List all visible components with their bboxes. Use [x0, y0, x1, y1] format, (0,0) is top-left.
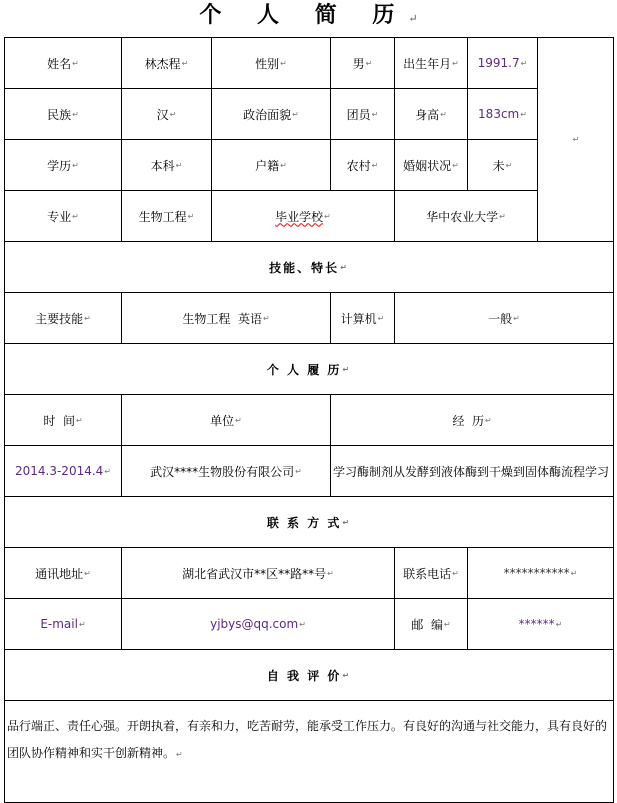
ethnicity-value: 汉 ↵ [121, 88, 212, 140]
major-value: 生物工程 ↵ [121, 190, 212, 242]
birth-label: 出生年月 ↵ [394, 37, 468, 89]
address-value: 湖北省武汉市**区**路**号 ↵ [121, 547, 395, 599]
evaluation-text: 品行端正、责任心强。开朗执着，有亲和力，吃苦耐劳，能承受工作压力。有良好的沟通与社交能力，具有良好的团队协作精神和实干创新精神。↵ [4, 700, 614, 803]
email-value[interactable]: yjbys@qq.com ↵ [121, 598, 395, 650]
phone-value: *********** ↵ [467, 547, 614, 599]
ethnicity-label: 民族 ↵ [4, 88, 122, 140]
height-label: 身高 ↵ [394, 88, 468, 140]
education-value: 本科 ↵ [121, 139, 212, 191]
name-value: 林杰程 ↵ [121, 37, 212, 89]
hukou-label: 户籍 ↵ [211, 139, 331, 191]
history-row-org: 武汉****生物股份有限公司 ↵ [121, 445, 331, 497]
political-value: 团员 ↵ [330, 88, 395, 140]
school-label: 毕业学校 ↵ [211, 190, 395, 242]
skills-header: 技能、特长 ↵ [4, 241, 614, 293]
computer-value: 一般 ↵ [394, 292, 614, 344]
height-value: 183cm ↵ [467, 88, 538, 140]
zip-value: ****** ↵ [467, 598, 614, 650]
history-row-time: 2014.3-2014.4 ↵ [4, 445, 122, 497]
history-time-label: 时 间 ↵ [4, 394, 122, 446]
main-skill-value: 生物工程 英语 ↵ [121, 292, 331, 344]
page-title: 个 人 简 历↵ [199, 2, 418, 28]
marital-value: 未 ↵ [467, 139, 538, 191]
email-label: E-mail ↵ [4, 598, 122, 650]
political-label: 政治面貌 ↵ [211, 88, 331, 140]
photo-cell: ↵ [537, 37, 614, 242]
hukou-value: 农村 ↵ [330, 139, 395, 191]
education-label: 学历 ↵ [4, 139, 122, 191]
computer-label: 计算机 ↵ [330, 292, 395, 344]
major-label: 专业 ↵ [4, 190, 122, 242]
address-label: 通讯地址 ↵ [4, 547, 122, 599]
gender-value: 男 ↵ [330, 37, 395, 89]
name-label: 姓名 ↵ [4, 37, 122, 89]
main-skill-label: 主要技能 ↵ [4, 292, 122, 344]
history-org-label: 单位 ↵ [121, 394, 331, 446]
history-row-exp: 学习酶制剂从发酵到液体酶到干燥到固体酶流程学习 [330, 445, 614, 497]
history-exp-label: 经 历 ↵ [330, 394, 614, 446]
school-value: 华中农业大学 ↵ [394, 190, 538, 242]
evaluation-header: 自 我 评 价 ↵ [4, 649, 614, 701]
marital-label: 婚姻状况 ↵ [394, 139, 468, 191]
contact-header: 联 系 方 式 ↵ [4, 496, 614, 548]
history-header: 个 人 履 历 ↵ [4, 343, 614, 395]
birth-value: 1991.7 ↵ [467, 37, 538, 89]
gender-label: 性别 ↵ [211, 37, 331, 89]
phone-label: 联系电话 ↵ [394, 547, 468, 599]
zip-label: 邮 编 ↵ [394, 598, 468, 650]
